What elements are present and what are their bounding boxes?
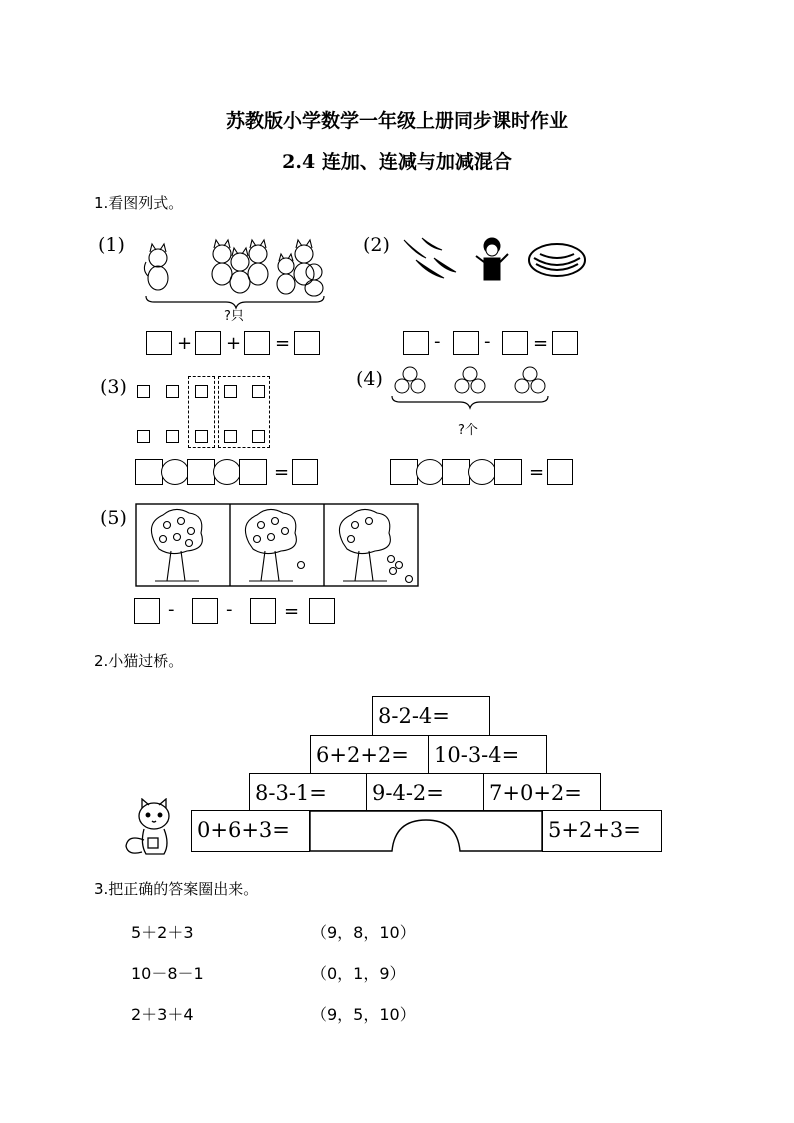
answer-box[interactable] <box>390 459 418 485</box>
minus-sign: - <box>226 599 233 620</box>
operator-circle[interactable] <box>161 459 189 485</box>
answer-box[interactable] <box>146 331 172 355</box>
answer-box[interactable] <box>192 598 218 624</box>
peapod-icon <box>434 258 456 272</box>
cat-icon <box>294 240 314 285</box>
ball-icon <box>455 367 485 393</box>
q3-choices[interactable]: （9，5，10） <box>311 1005 416 1024</box>
answer-box[interactable] <box>494 459 522 485</box>
q1-p2-label: (2) <box>363 234 390 256</box>
q1-p3-label: (3) <box>100 376 127 398</box>
bridge-brick[interactable]: 10-3-4= <box>428 735 547 775</box>
cat-icon <box>118 798 182 860</box>
square-shape <box>166 430 179 443</box>
answer-box[interactable] <box>453 331 479 355</box>
q3-heading: 3.把正确的答案圈出来。 <box>94 880 259 898</box>
answer-box[interactable] <box>292 459 318 485</box>
minus-sign: - <box>168 599 175 620</box>
cat-icon <box>212 240 232 285</box>
answer-box[interactable] <box>239 459 267 485</box>
bridge-brick[interactable]: 9-4-2= <box>366 773 484 811</box>
q1-p1-caption: ?只 <box>224 309 244 324</box>
q3-choices[interactable]: （9，8，10） <box>311 923 416 942</box>
bridge-brick[interactable]: 7+0+2= <box>483 773 601 811</box>
bridge-brick[interactable]: 8-3-1= <box>249 773 367 811</box>
q1-p4-label: (4) <box>356 368 383 390</box>
bridge-brick[interactable]: 5+2+3= <box>542 810 662 852</box>
q1-p4-caption: ?个 <box>458 423 478 438</box>
ball-icon <box>515 367 545 393</box>
operator-circle[interactable] <box>416 459 444 485</box>
square-shape <box>166 385 179 398</box>
answer-box[interactable] <box>135 459 163 485</box>
page-title: 苏教版小学数学一年级上册同步课时作业 <box>225 110 568 132</box>
q1-p2-girl-peapods-illustration <box>400 232 590 287</box>
apple-tree-icon <box>151 509 202 581</box>
equals-sign: = <box>274 462 290 483</box>
cat-icon <box>248 240 268 285</box>
equals-sign: = <box>533 333 549 354</box>
q2-heading: 2.小猫过桥。 <box>94 652 184 670</box>
cat-icon <box>305 264 323 296</box>
answer-box[interactable] <box>195 331 221 355</box>
girl-icon <box>476 238 508 280</box>
basket-icon <box>529 244 585 276</box>
bridge-brick[interactable]: 6+2+2= <box>310 735 429 775</box>
minus-sign: - <box>434 331 441 352</box>
operator-circle[interactable] <box>468 459 496 485</box>
dashed-group-box <box>218 376 270 448</box>
answer-box[interactable] <box>547 459 573 485</box>
apple-tree-icon <box>339 509 412 582</box>
ball-icon <box>395 367 425 393</box>
peapod-icon <box>404 240 426 258</box>
equals-sign: = <box>284 601 300 622</box>
apple-tree-icon <box>245 509 304 581</box>
answer-box[interactable] <box>250 598 276 624</box>
bridge-brick[interactable]: 0+6+3= <box>191 810 310 852</box>
answer-box[interactable] <box>134 598 160 624</box>
minus-sign: - <box>484 331 491 352</box>
cat-icon <box>277 254 295 294</box>
q3-expression: 2＋3＋4 <box>131 1005 194 1024</box>
bridge-brick[interactable]: 8-2-4= <box>372 696 490 736</box>
equals-sign: = <box>529 462 545 483</box>
q1-heading: 1.看图列式。 <box>94 194 184 212</box>
answer-box[interactable] <box>552 331 578 355</box>
plus-sign: + <box>177 333 193 354</box>
equals-sign: = <box>275 333 291 354</box>
dashed-group-box <box>188 376 215 448</box>
cat-icon <box>230 248 250 293</box>
square-shape <box>137 385 150 398</box>
q1-p4-balls-illustration <box>388 364 558 416</box>
cat-icon <box>144 244 168 290</box>
q3-expression: 10－8－1 <box>131 964 204 983</box>
answer-box[interactable] <box>403 331 429 355</box>
answer-box[interactable] <box>309 598 335 624</box>
q1-p1-label: (1) <box>98 234 125 256</box>
operator-circle[interactable] <box>213 459 241 485</box>
answer-box[interactable] <box>502 331 528 355</box>
page-subtitle: 2.4 连加、连减与加减混合 <box>282 151 512 173</box>
answer-box[interactable] <box>244 331 270 355</box>
answer-box[interactable] <box>187 459 215 485</box>
q1-p5-trees-illustration <box>135 503 419 587</box>
q1-p5-label: (5) <box>100 507 127 529</box>
answer-box[interactable] <box>442 459 470 485</box>
square-shape <box>137 430 150 443</box>
q3-choices[interactable]: （0，1，9） <box>311 964 406 983</box>
answer-box[interactable] <box>294 331 320 355</box>
bridge-arch <box>309 810 543 852</box>
peapod-icon <box>422 238 442 250</box>
plus-sign: + <box>226 333 242 354</box>
q3-expression: 5＋2＋3 <box>131 923 194 942</box>
